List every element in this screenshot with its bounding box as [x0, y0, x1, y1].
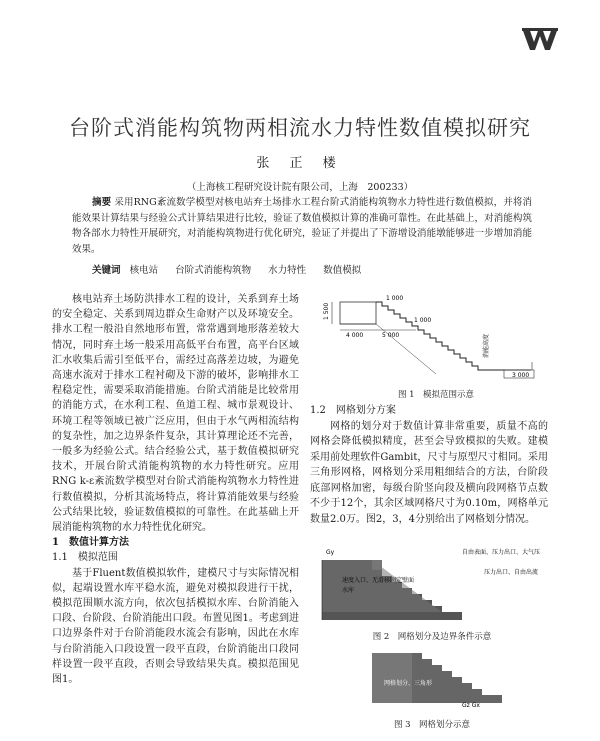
figure-1-dim: 1 000: [386, 295, 404, 302]
abstract-label: 摘要: [92, 197, 112, 208]
figure-2-caption: 图 2 网格划分及边界条件示意: [372, 632, 492, 642]
figure-1-dim: 3 000: [512, 372, 530, 379]
keyword: 水力特性: [268, 265, 307, 276]
keyword: 数值模拟: [323, 265, 362, 276]
figure-2-axis: Gy: [326, 549, 335, 556]
paper-title: 台阶式消能构筑物两相流水力特性数值模拟研究: [69, 116, 531, 140]
figure-1: [316, 292, 556, 387]
figure-2: [312, 540, 552, 630]
figure-2-label: 压力出口、自由出流: [484, 569, 539, 576]
figure-1-slope-label: 消能高度: [483, 333, 490, 358]
keywords-label: 关键词: [92, 265, 121, 276]
figure-1-caption: 图 1 模拟范围示意: [397, 390, 475, 400]
figure-1-dim: 1 000: [414, 317, 432, 324]
figure-2-label: 自由表面、压力出口、大气压: [462, 549, 541, 556]
figure-3-axis: Gz Gx: [462, 702, 480, 709]
section-heading: 1 数值计算方法: [52, 537, 129, 549]
figure-3: [312, 645, 552, 715]
left-column: [52, 292, 299, 687]
paragraph: 网格的划分对于数值计算非常重要，质量不高的网格会降低模拟精度，甚至会导致模拟的失败。建模采用前处理软件Gambit，尺寸与原型尺寸相同。采用三角形网格，网格划分采用粗细结合的方法，台阶段底部网格加密，每级台阶竖向段及横向段网格节点数不少于12个，其余区域网格尺寸为0.10m，网格单元数量2.0万。图2，3，4分别给出了网格划分情况。: [310, 420, 548, 525]
abstract: [72, 195, 532, 257]
subsection-heading: 1.1 模拟范围: [52, 552, 118, 564]
figure-3-label: 网格划分、三角形: [384, 680, 433, 687]
right-column: [310, 403, 548, 527]
figure-1-dim: 5 000: [382, 332, 400, 339]
abstract-text: 采用RNG紊流数学模型对核电站弃土场排水工程台阶式消能构筑物水力特性进行数值模拟，并将消能效果计算结果与经验公式计算结果进行比较，验证了数值模拟计算的准确可靠性。在此基础上，对消能构筑物各部水力特性开展研究，对消能构筑物进行优化研究，验证了并提出了下游增设消能墩能够进一步增加消能效果。: [72, 197, 532, 255]
figure-1-dim: 1 500: [323, 302, 330, 320]
figure-3-caption: 图 3 网格划分示意: [393, 720, 471, 730]
figure-2-label: 水库: [342, 587, 355, 594]
paragraph: 基于Fluent数值模拟软件，建模尺寸与实际情况相似，起端设置水库平稳水流，避免对模拟段进行干扰，模拟范围顺水流方向，依次包括模拟水库、台阶消能入口段、台阶段、台阶消能出口段。布置见图1。考虑到进口边界条件对于台阶消能段水流会有影响，因此在水库与台阶消能入口段设置一段平直段，台阶消能出口段同样设置一段平直段，否则会导致结果失真。模拟范围见图1。: [52, 567, 299, 686]
keywords: [92, 262, 375, 276]
paper-author: 张 正 楼: [256, 156, 344, 171]
journal-logo-icon: [522, 28, 558, 50]
intro-paragraph: 核电站弃土场防洪排水工程的设计，关系到弃土场的安全稳定、关系到周边群众生命财产以及环境安全。排水工程一般沿自然地形布置，常常遇到地形落差较大情况，同时弃土场一般采用高低平台布置，高平台区域汇水收集后需引至低平台，需经过高落差边坡，为避免高速水流对于排水工程衬砌及下游的破坏，影响排水工程稳定性，需要采取消能措施。台阶式消能是比较常用的消能方式，在水利工程、鱼道工程、城市景观设计、环境工程等领域已被广泛应用，但由于水气两相流结构的复杂性，加之边界条件复杂，其计算理论还不完善，一般多为经验公式。结合经验公式，基于数值模拟研究技术，开展台阶式消能构筑物的水力特性研究。应用RNG k-ε紊流数学模型对台阶式消能构筑物水力特性进行数值模拟，分析其流场特点，将计算消能效果与经验公式结果比较，验证数值模拟的可靠性。在此基础上开展消能构筑物的水力特性优化研究。: [52, 294, 299, 534]
paper-affiliation: （上海核工程研究设计院有限公司，上海 200233）: [186, 182, 414, 193]
figure-1-steps: [376, 302, 531, 370]
subsection-heading: 1.2 网格划分方案: [310, 405, 396, 416]
figure-1-dim: 4 000: [346, 332, 364, 339]
figure-2-label: 速度入口、无滑移固定壁面: [342, 577, 415, 584]
keyword: 台阶式消能构筑物: [175, 265, 252, 276]
keyword: 核电站: [129, 265, 159, 276]
